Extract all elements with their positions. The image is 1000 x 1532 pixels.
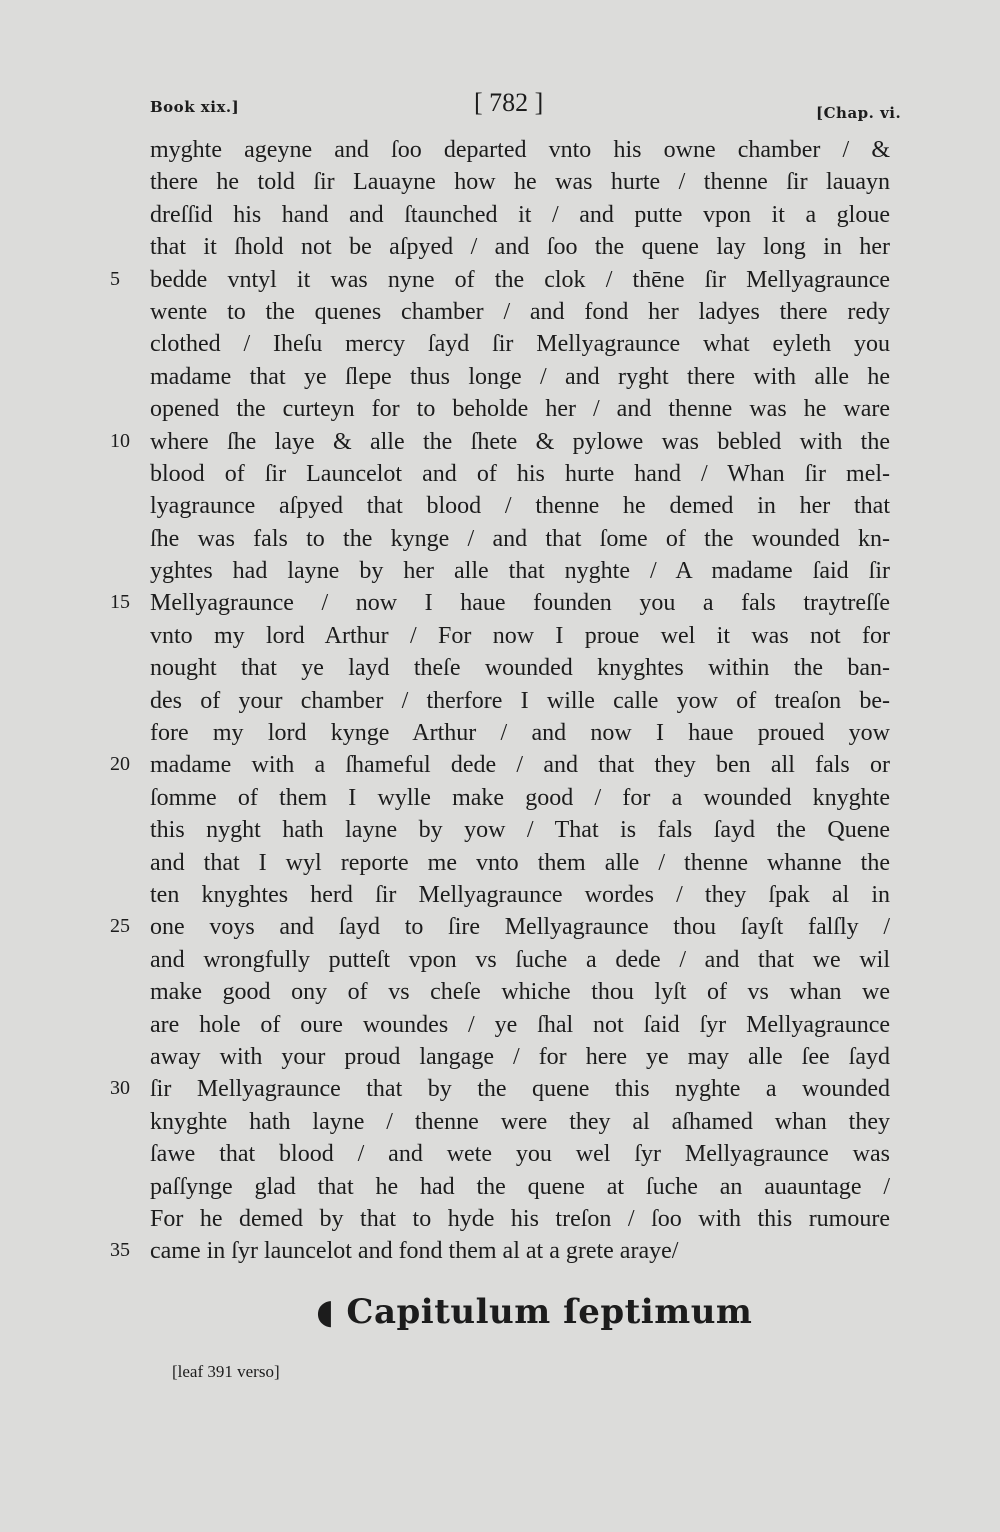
line-text: one voys and ſayd to ſire Mellyagraunce thou ſayſt falſly /	[150, 914, 890, 941]
text-line	[0, 587, 1000, 619]
text-line	[0, 1203, 1000, 1235]
line-text: lyagraunce aſpyed that blood / thenne he demed in her that	[150, 493, 890, 520]
text-line	[0, 393, 1000, 425]
line-text: ſir Mellyagraunce that by the quene this nyghte a wounded	[150, 1076, 890, 1103]
line-text: For he demed by that to hyde his treſon / ſoo with this rumoure	[150, 1205, 890, 1232]
page-number: [ 782 ]	[474, 88, 544, 117]
chapter-title: Capitulum ſeptimum	[346, 1292, 753, 1332]
text-line	[0, 620, 1000, 652]
line-text: nought that ye layd theſe wounded knyghtes within the ban-	[150, 655, 890, 682]
text-line	[0, 426, 1000, 458]
text-line	[0, 1106, 1000, 1138]
line-text: this nyght hath layne by yow / That is fals ſayd the Quene	[150, 817, 890, 844]
line-text: myghte ageyne and ſoo departed vnto his owne chamber / &	[150, 137, 890, 163]
text-line	[0, 328, 1000, 360]
text-line	[0, 782, 1000, 814]
line-text: madame that ye ſlepe thus longe / and ryght there with alle he	[150, 363, 890, 390]
line-number: 35	[110, 1239, 130, 1262]
text-line	[0, 523, 1000, 555]
text-line	[0, 490, 1000, 522]
text-line	[0, 1171, 1000, 1203]
line-text: ſomme of them I wylle make good / for a wounded knyghte	[150, 784, 890, 811]
text-line	[0, 717, 1000, 749]
line-text: knyghte hath layne / thenne were they al aſhamed whan they	[150, 1108, 890, 1135]
line-text: paſſynge glad that he had the quene at ſuche an auauntage /	[150, 1173, 890, 1200]
line-text: vnto my lord Arthur / For now I proue wel it was not for	[150, 622, 890, 649]
text-line	[0, 1041, 1000, 1073]
line-number: 15	[110, 591, 130, 614]
line-text: where ſhe laye & alle the ſhete & pylowe was bebled with the	[150, 428, 890, 455]
text-line	[0, 911, 1000, 943]
line-number: 25	[110, 915, 130, 938]
text-line	[0, 1235, 1000, 1267]
text-line	[0, 555, 1000, 587]
chapter-heading	[316, 1292, 752, 1332]
line-text: bedde vntyl it was nyne of the clok / thēne ſir Mellyagraunce	[150, 266, 890, 293]
text-line	[0, 685, 1000, 717]
text-line	[0, 134, 1000, 166]
text-line	[0, 361, 1000, 393]
line-text: dreſſid his hand and ſtaunched it / and putte vpon it a gloue	[150, 201, 890, 228]
body-text	[0, 134, 1000, 1268]
text-line	[0, 944, 1000, 976]
text-line	[0, 458, 1000, 490]
text-line	[0, 296, 1000, 328]
text-line	[0, 199, 1000, 231]
running-head-chapter: [Chap. vi.	[816, 104, 902, 122]
line-number: 10	[110, 429, 130, 452]
line-number: 20	[110, 753, 130, 776]
text-line	[0, 1073, 1000, 1105]
text-line	[0, 1009, 1000, 1041]
text-line	[0, 652, 1000, 684]
text-line	[0, 847, 1000, 879]
text-line	[0, 231, 1000, 263]
running-head-book: Book xix.]	[150, 98, 240, 116]
line-text: there he told ſir Lauayne how he was hurte / thenne ſir lauayn	[150, 169, 890, 196]
line-text: blood of ſir Launcelot and of his hurte hand / Whan ſir mel-	[150, 460, 890, 487]
text-line	[0, 264, 1000, 296]
line-text: wente to the quenes chamber / and fond her ladyes there redy	[150, 298, 890, 325]
line-text: des of your chamber / therfore I wille calle yow of treaſon be-	[150, 687, 890, 714]
line-number: 5	[110, 267, 120, 290]
line-text: are hole of oure woundes / ye ſhal not ſaid ſyr Mellyagraunce	[150, 1011, 890, 1038]
line-text: clothed / Iheſu mercy ſayd ſir Mellyagraunce what eyleth you	[150, 331, 890, 358]
line-number: 30	[110, 1077, 130, 1100]
text-line	[0, 814, 1000, 846]
text-line	[0, 976, 1000, 1008]
line-text: Mellyagraunce / now I haue founden you a fals traytreſſe	[150, 590, 890, 617]
leaf-note: [leaf 391 verso]	[172, 1362, 280, 1381]
line-text: and wrongfully putteſt vpon vs ſuche a dede / and that we wil	[150, 946, 890, 973]
line-text: ſhe was fals to the kynge / and that ſome of the wounded kn-	[150, 525, 890, 552]
line-text: and that I wyl reporte me vnto them alle / thenne whanne the	[150, 849, 890, 876]
line-text: opened the curteyn for to beholde her / and thenne was he ware	[150, 396, 890, 423]
line-text: that it ſhold not be aſpyed / and ſoo the quene lay long in her	[150, 234, 890, 261]
line-text: madame with a ſhameful dede / and that they ben all fals or	[150, 752, 890, 779]
text-line	[0, 166, 1000, 198]
line-text: away with your proud langage / for here ye may alle ſee ſayd	[150, 1043, 890, 1070]
paragraph-mark-icon: ◖	[316, 1292, 335, 1332]
line-text: came in ſyr launcelot and fond them al at a grete araye/	[150, 1238, 679, 1265]
line-text: yghtes had layne by her alle that nyghte / A madame ſaid ſir	[150, 558, 890, 585]
line-text: make good ony of vs cheſe whiche thou lyſt of vs whan we	[150, 979, 890, 1006]
text-line	[0, 1138, 1000, 1170]
line-text: ſawe that blood / and wete you wel ſyr Mellyagraunce was	[150, 1141, 890, 1168]
line-text: ten knyghtes herd ſir Mellyagraunce wordes / they ſpak al in	[150, 881, 890, 908]
text-line	[0, 749, 1000, 781]
text-line	[0, 879, 1000, 911]
line-text: fore my lord kynge Arthur / and now I haue proued yow	[150, 720, 890, 747]
